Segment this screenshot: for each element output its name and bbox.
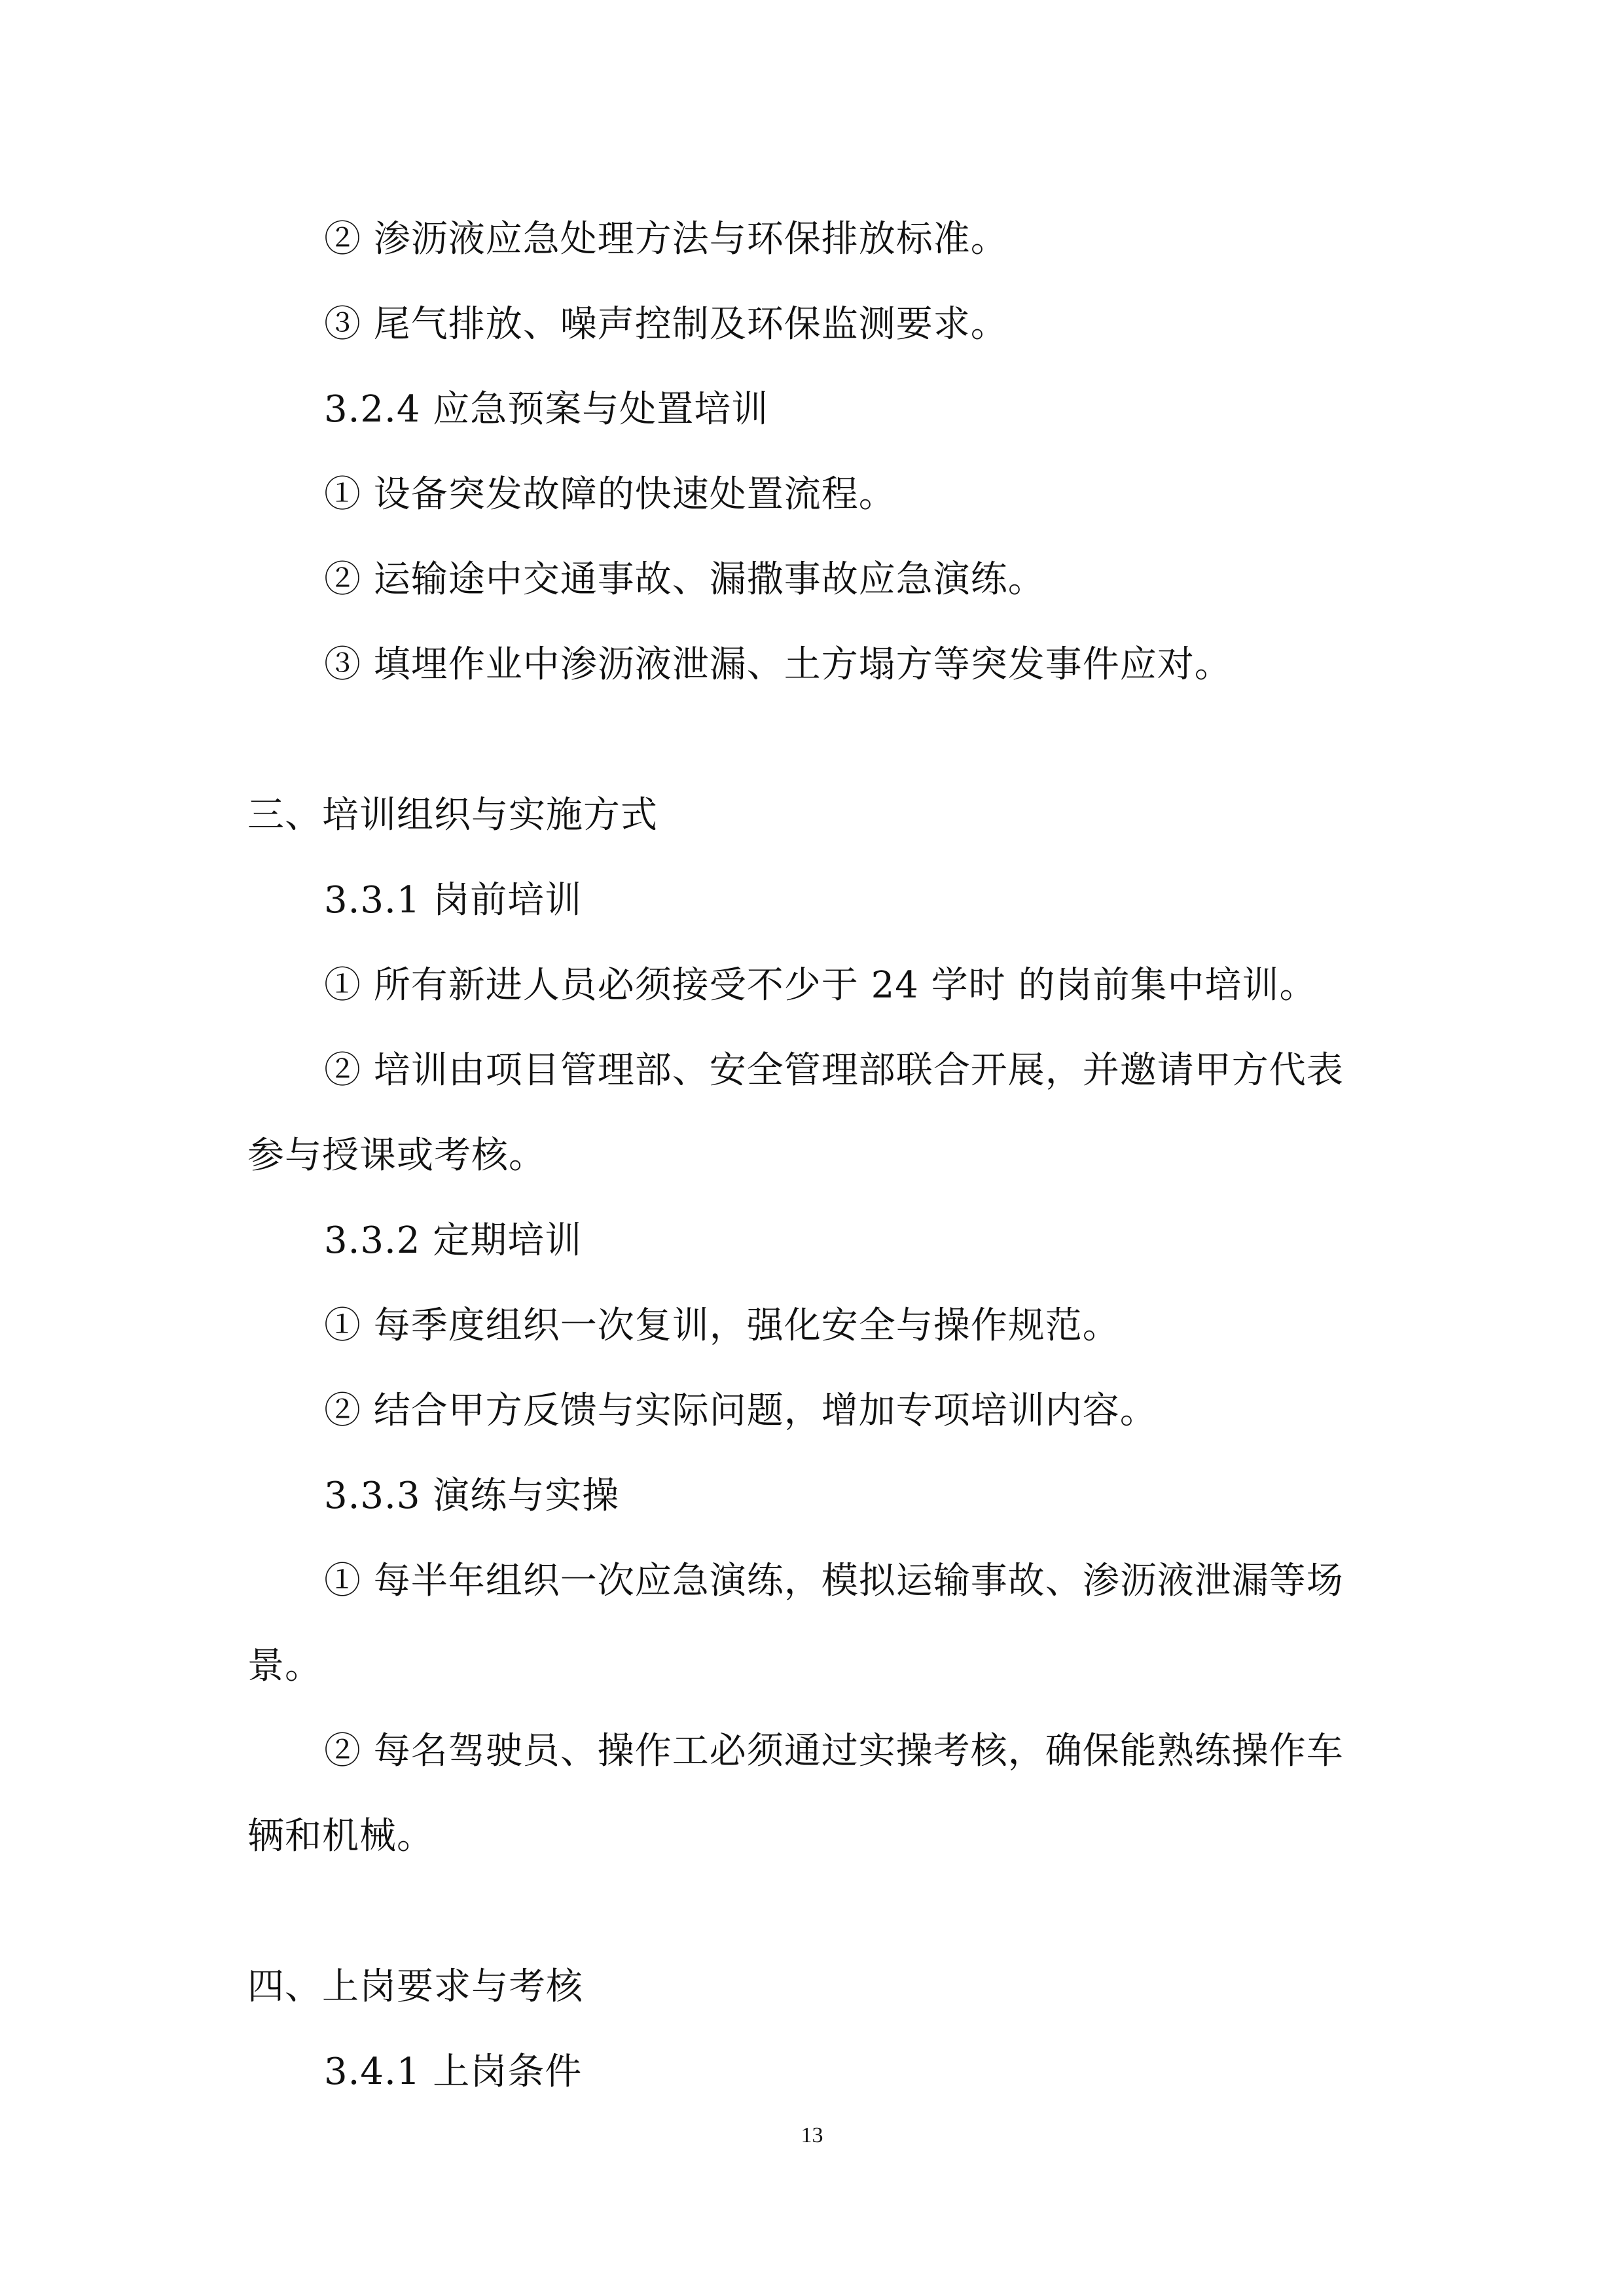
list-item-continuation: 参与授课或考核。 xyxy=(247,1134,546,1177)
list-item-landfill-emergency: ③ 填埋作业中渗沥液泄漏、土方塌方等突发事件应对。 xyxy=(324,643,1232,686)
subsection-heading-3-3-2: 3.3.2 定期培训 xyxy=(324,1219,583,1262)
subsection-heading-3-3-1: 3.3.1 岗前培训 xyxy=(324,879,583,922)
subsection-heading-3-3-3: 3.3.3 演练与实操 xyxy=(324,1475,620,1517)
list-item-continuation: 辆和机械。 xyxy=(247,1815,434,1857)
list-item-joint-training: ② 培训由项目管理部、安全管理部联合开展，并邀请甲方代表 xyxy=(324,1049,1344,1092)
list-item-leachate-emergency: ② 渗沥液应急处理方法与环保排放标准。 xyxy=(324,218,1008,260)
list-item-traffic-accident: ② 运输途中交通事故、漏撒事故应急演练。 xyxy=(324,558,1045,601)
list-item-continuation: 景。 xyxy=(247,1645,322,1687)
subsection-heading-3-4-1: 3.4.1 上岗条件 xyxy=(324,2051,583,2093)
list-item-practical-assessment: ② 每名驾驶员、操作工必须通过实操考核，确保能熟练操作车 xyxy=(324,1730,1344,1772)
list-item-equipment-failure: ① 设备突发故障的快速处置流程。 xyxy=(324,473,896,516)
list-item-quarterly-retraining: ① 每季度组织一次复训，强化安全与操作规范。 xyxy=(324,1304,1120,1347)
list-item-exhaust-noise: ③ 尾气排放、噪声控制及环保监测要求。 xyxy=(324,303,1008,346)
page-number: 13 xyxy=(801,2123,823,2147)
section-heading-4: 四、上岗要求与考核 xyxy=(247,1965,583,2008)
subsection-heading-3-2-4: 3.2.4 应急预案与处置培训 xyxy=(324,388,769,431)
list-item-pre-job-hours: ① 所有新进人员必须接受不少于 24 学时 的岗前集中培训。 xyxy=(324,964,1317,1007)
section-heading-3: 三、培训组织与实施方式 xyxy=(247,794,658,836)
list-item-semiannual-drill: ① 每半年组织一次应急演练，模拟运输事故、渗沥液泄漏等场 xyxy=(324,1560,1344,1602)
list-item-special-training: ② 结合甲方反馈与实际问题，增加专项培训内容。 xyxy=(324,1390,1157,1432)
